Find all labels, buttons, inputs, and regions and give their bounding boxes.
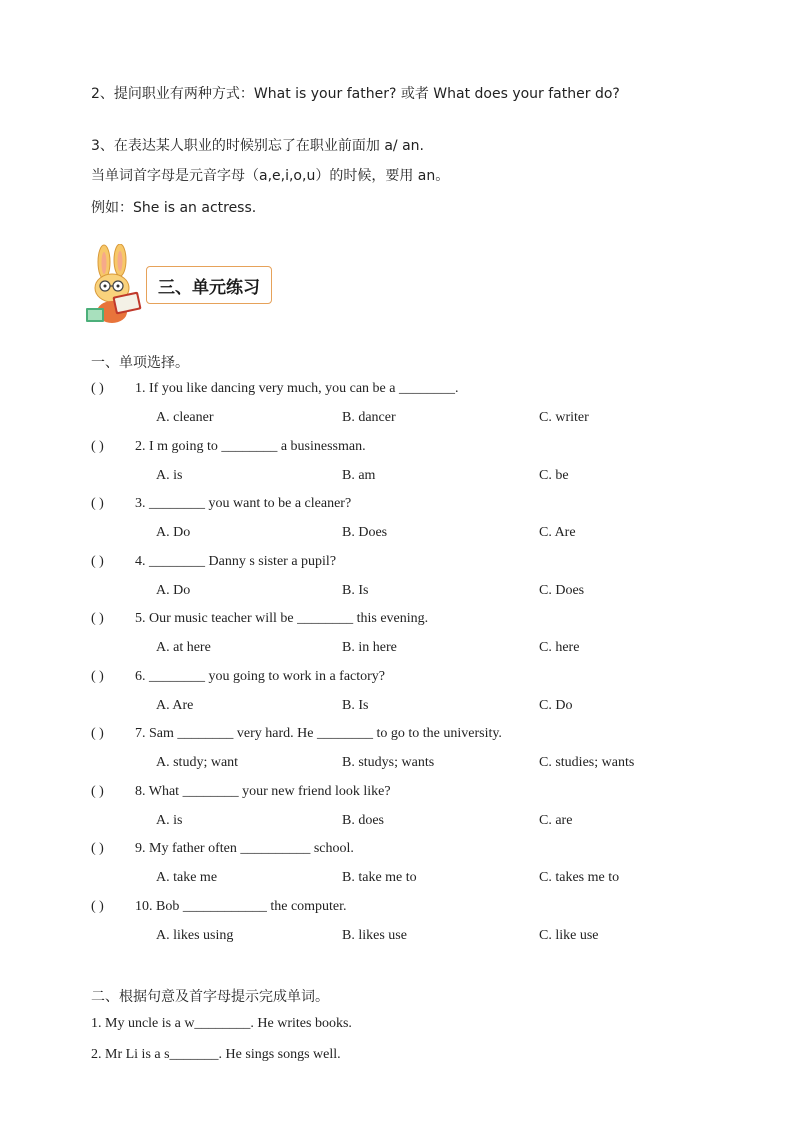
answer-blank[interactable]: ( ) xyxy=(91,841,104,856)
fill-in-item: 1. My uncle is a w________. He writes books. xyxy=(91,1016,352,1031)
option-a[interactable]: A. is xyxy=(156,813,183,828)
option-c[interactable]: C. Does xyxy=(539,583,585,598)
question-item xyxy=(91,611,731,669)
question-item xyxy=(91,899,731,957)
option-b[interactable]: B. am xyxy=(342,468,376,483)
answer-blank[interactable]: ( ) xyxy=(91,496,104,511)
question-item xyxy=(91,841,731,899)
question-number: 5. xyxy=(135,611,146,626)
question-number: 6. xyxy=(135,669,146,684)
answer-blank[interactable]: ( ) xyxy=(91,899,104,914)
question-text: My father often __________ school. xyxy=(149,841,354,856)
answer-blank[interactable]: ( ) xyxy=(91,784,104,799)
answer-blank[interactable]: ( ) xyxy=(91,554,104,569)
rabbit-reading-icon xyxy=(84,244,154,326)
answer-blank[interactable]: ( ) xyxy=(91,726,104,741)
option-c[interactable]: C. be xyxy=(539,468,569,483)
option-a[interactable]: A. study; want xyxy=(156,755,239,770)
question-text: Our music teacher will be ________ this evening. xyxy=(149,611,429,626)
option-c[interactable]: C. like use xyxy=(539,928,599,943)
option-c[interactable]: C. writer xyxy=(539,410,589,425)
question-item xyxy=(91,726,731,784)
option-a[interactable]: A. Do xyxy=(156,583,191,598)
answer-blank[interactable]: ( ) xyxy=(91,439,104,454)
part1-heading: 一、单项选择。 xyxy=(91,355,189,371)
option-a[interactable]: A. cleaner xyxy=(156,410,214,425)
question-text: ________ you want to be a cleaner? xyxy=(149,496,352,511)
question-item xyxy=(91,381,731,439)
question-text: What ________ your new friend look like? xyxy=(148,784,391,799)
option-c[interactable]: C. studies; wants xyxy=(539,755,635,770)
note-question-forms: 2、提问职业有两种方式：What is your father? 或者 What does your father do? xyxy=(91,86,620,102)
fill-in-item: 2. Mr Li is a s_______. He sings songs well. xyxy=(91,1047,341,1062)
option-b[interactable]: B. Is xyxy=(342,698,369,713)
answer-blank[interactable]: ( ) xyxy=(91,611,104,626)
answer-blank[interactable]: ( ) xyxy=(91,381,104,396)
option-c[interactable]: C. here xyxy=(539,640,580,655)
answer-blank[interactable]: ( ) xyxy=(91,669,104,684)
option-a[interactable]: A. Are xyxy=(156,698,194,713)
question-item xyxy=(91,439,731,497)
option-b[interactable]: B. studys; wants xyxy=(342,755,435,770)
option-b[interactable]: B. take me to xyxy=(342,870,417,885)
option-b[interactable]: B. does xyxy=(342,813,384,828)
option-b[interactable]: B. Is xyxy=(342,583,369,598)
question-number: 9. xyxy=(135,841,146,856)
option-a[interactable]: A. take me xyxy=(156,870,218,885)
option-b[interactable]: B. dancer xyxy=(342,410,396,425)
question-item xyxy=(91,554,731,612)
question-number: 8. xyxy=(135,784,146,799)
note-vowel-rule: 当单词首字母是元音字母（a,e,i,o,u）的时候，要用 an。 xyxy=(91,168,450,184)
question-text: ________ Danny s sister a pupil? xyxy=(149,554,337,569)
question-item xyxy=(91,669,731,727)
option-c[interactable]: C. Do xyxy=(539,698,573,713)
option-a[interactable]: A. likes using xyxy=(156,928,234,943)
note-article-rule: 3、在表达某人职业的时候别忘了在职业前面加 a/ an. xyxy=(91,138,425,154)
option-c[interactable]: C. takes me to xyxy=(539,870,620,885)
question-number: 2. xyxy=(135,439,146,454)
question-text: I m going to ________ a businessman. xyxy=(149,439,366,454)
question-item xyxy=(91,784,731,842)
option-c[interactable]: C. are xyxy=(539,813,573,828)
option-c[interactable]: C. Are xyxy=(539,525,576,540)
option-a[interactable]: A. Do xyxy=(156,525,191,540)
question-number: 3. xyxy=(135,496,146,511)
question-text: Sam ________ very hard. He ________ to go to the university. xyxy=(149,726,502,741)
option-a[interactable]: A. is xyxy=(156,468,183,483)
question-text: ________ you going to work in a factory? xyxy=(149,669,386,684)
question-text: Bob ____________ the computer. xyxy=(156,899,347,914)
question-number: 10. xyxy=(135,899,153,914)
note-example: 例如：She is an actress. xyxy=(91,200,257,216)
question-item xyxy=(91,496,731,554)
option-b[interactable]: B. Does xyxy=(342,525,388,540)
option-b[interactable]: B. in here xyxy=(342,640,397,655)
option-b[interactable]: B. likes use xyxy=(342,928,407,943)
question-number: 4. xyxy=(135,554,146,569)
section-title: 三、单元练习 xyxy=(146,266,272,304)
question-number: 1. xyxy=(135,381,146,396)
question-text: If you like dancing very much, you can be a ________. xyxy=(149,381,459,396)
part2-heading: 二、根据句意及首字母提示完成单词。 xyxy=(91,989,329,1005)
question-number: 7. xyxy=(135,726,146,741)
option-a[interactable]: A. at here xyxy=(156,640,211,655)
section-header xyxy=(84,244,284,326)
